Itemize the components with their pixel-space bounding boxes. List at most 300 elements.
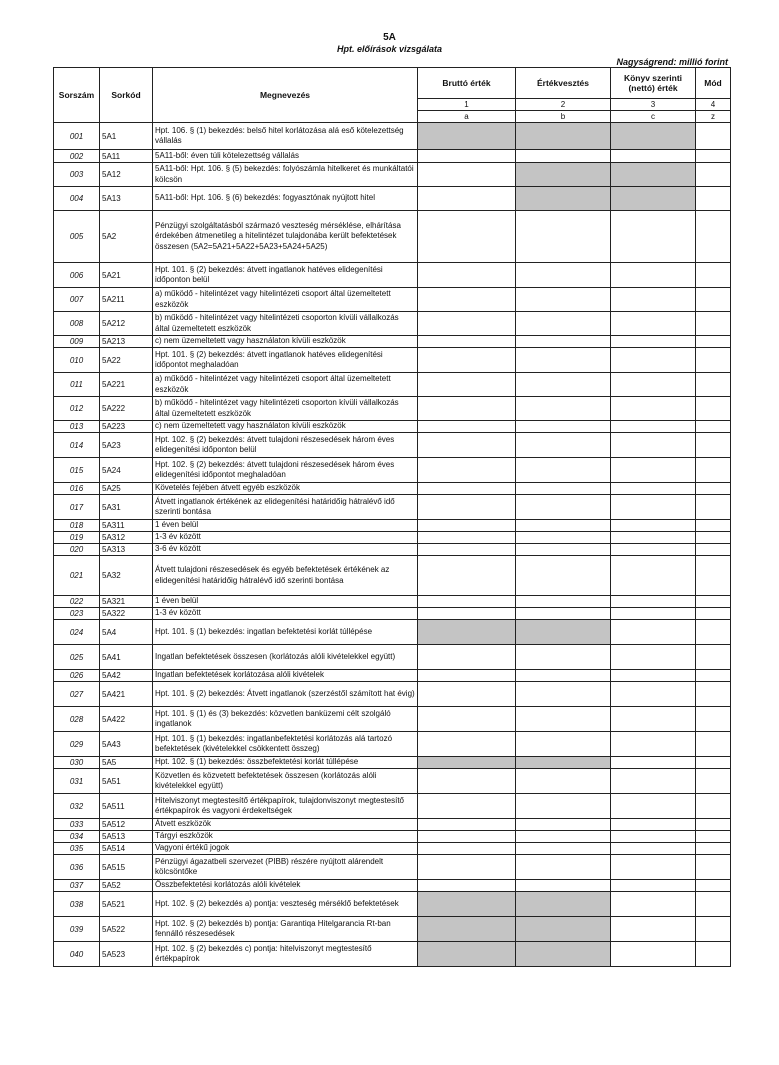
value-cell-ertekvesztes[interactable] (516, 433, 611, 458)
value-cell-brutto[interactable] (418, 794, 516, 819)
value-cell-mod[interactable] (696, 373, 731, 397)
row-sorszam: 035 (54, 843, 100, 855)
table-row (54, 211, 731, 263)
value-cell-brutto[interactable] (418, 483, 516, 495)
table-row (54, 397, 731, 421)
value-cell-konyv[interactable] (611, 757, 696, 769)
row-sorszam: 027 (54, 682, 100, 707)
value-cell-ertekvesztes[interactable] (516, 843, 611, 855)
value-cell-ertekvesztes[interactable] (516, 483, 611, 495)
value-cell-konyv[interactable] (611, 682, 696, 707)
value-cell-konyv (611, 123, 696, 150)
table-row (54, 458, 731, 483)
row-megnevezes: Tárgyi eszközök (153, 831, 418, 843)
table-row (54, 732, 731, 757)
value-cell-konyv[interactable] (611, 670, 696, 682)
table-row (54, 483, 731, 495)
value-cell-konyv[interactable] (611, 831, 696, 843)
row-sorszam: 012 (54, 397, 100, 421)
value-cell-brutto[interactable] (418, 150, 516, 163)
table-row (54, 532, 731, 544)
report-table (53, 67, 731, 967)
row-sorszam: 014 (54, 433, 100, 458)
value-cell-ertekvesztes[interactable] (516, 855, 611, 880)
row-sorszam: 024 (54, 620, 100, 645)
row-sorkod: 5A52 (100, 880, 153, 892)
col-header-sorszam: Sorszám (54, 68, 100, 123)
value-cell-mod[interactable] (696, 163, 731, 187)
value-cell-konyv[interactable] (611, 520, 696, 532)
row-megnevezes: Hpt. 101. § (2) bekezdés: Átvett ingatlanok (szerzéstől számított hat évig) (153, 682, 418, 707)
value-cell-mod[interactable] (696, 288, 731, 312)
value-cell-konyv[interactable] (611, 732, 696, 757)
value-cell-mod[interactable] (696, 336, 731, 348)
value-cell-konyv[interactable] (611, 433, 696, 458)
value-cell-ertekvesztes[interactable] (516, 670, 611, 682)
col-number: 2 (516, 99, 611, 111)
value-cell-mod[interactable] (696, 942, 731, 967)
row-sorkod: 5A5 (100, 757, 153, 769)
row-sorkod: 5A313 (100, 544, 153, 556)
row-megnevezes: Hitelviszonyt megtestesítő értékpapírok, tulajdonviszonyt megtestesítő értékpapírok és vagyoni érdekeltségek (153, 794, 418, 819)
row-megnevezes: a) működő - hitelintézet vagy hitelintézeti csoport által üzemeltetett eszközök (153, 288, 418, 312)
row-sorszam: 032 (54, 794, 100, 819)
row-sorkod: 5A21 (100, 263, 153, 288)
value-cell-konyv (611, 163, 696, 187)
value-cell-konyv[interactable] (611, 596, 696, 608)
row-megnevezes: Pénzügyi ágazatbeli szervezet (PIBB) részére nyújtott alárendelt kölcsöntőke (153, 855, 418, 880)
row-megnevezes: b) működő - hitelintézet vagy hitelintézeti csoporton kívüli vállalkozás által üzemeltetett eszközök (153, 312, 418, 336)
value-cell-konyv[interactable] (611, 608, 696, 620)
row-megnevezes: 5A11-ből: éven túli kötelezettség vállalás (153, 150, 418, 163)
table-body (54, 123, 731, 967)
row-megnevezes: b) működő - hitelintézet vagy hitelintézeti csoporton kívüli vállalkozás által üzemeltetett eszközök (153, 397, 418, 421)
value-cell-mod[interactable] (696, 843, 731, 855)
row-sorkod: 5A31 (100, 495, 153, 520)
value-cell-ertekvesztes[interactable] (516, 819, 611, 831)
value-cell-brutto[interactable] (418, 433, 516, 458)
unit-note: Nagyságrend: millió forint (616, 57, 728, 67)
row-sorkod: 5A13 (100, 187, 153, 211)
value-cell-mod[interactable] (696, 596, 731, 608)
row-sorszam: 008 (54, 312, 100, 336)
value-cell-mod[interactable] (696, 682, 731, 707)
row-megnevezes: Hpt. 102. § (2) bekezdés b) pontja: Garantiqa Hitelgarancia Rt-ban fennálló részesedések (153, 917, 418, 942)
row-sorkod: 5A24 (100, 458, 153, 483)
row-sorkod: 5A322 (100, 608, 153, 620)
table-row (54, 263, 731, 288)
row-megnevezes: Közvetlen és közvetett befektetések összesen (korlátozás alóli kivételekkel együtt) (153, 769, 418, 794)
table-row (54, 682, 731, 707)
value-cell-ertekvesztes[interactable] (516, 373, 611, 397)
table-row (54, 373, 731, 397)
value-cell-ertekvesztes[interactable] (516, 150, 611, 163)
row-sorkod: 5A422 (100, 707, 153, 732)
row-sorkod: 5A311 (100, 520, 153, 532)
table-row (54, 831, 731, 843)
value-cell-konyv[interactable] (611, 769, 696, 794)
value-cell-mod[interactable] (696, 123, 731, 150)
value-cell-brutto[interactable] (418, 707, 516, 732)
row-sorszam: 005 (54, 211, 100, 263)
value-cell-mod[interactable] (696, 312, 731, 336)
value-cell-mod[interactable] (696, 433, 731, 458)
value-cell-mod[interactable] (696, 757, 731, 769)
value-cell-konyv[interactable] (611, 645, 696, 670)
row-sorkod: 5A522 (100, 917, 153, 942)
value-cell-konyv[interactable] (611, 397, 696, 421)
value-cell-konyv[interactable] (611, 312, 696, 336)
value-cell-ertekvesztes[interactable] (516, 495, 611, 520)
row-sorszam: 022 (54, 596, 100, 608)
value-cell-mod[interactable] (696, 187, 731, 211)
value-cell-ertekvesztes[interactable] (516, 596, 611, 608)
row-megnevezes: Pénzügyi szolgáltatásból származó veszteség mérséklése, elhárítása érdekében átmenetileg a hitelintézet tulajdonába került befektetések összesen (5A2=5A21+5A22+5A23+5A24+5A25) (153, 211, 418, 263)
row-megnevezes: a) működő - hitelintézet vagy hitelintézeti csoport által üzemeltetett eszközök (153, 373, 418, 397)
value-cell-brutto[interactable] (418, 769, 516, 794)
row-megnevezes: Hpt. 101. § (1) bekezdés: ingatlan befektetési korlát túllépése (153, 620, 418, 645)
value-cell-brutto[interactable] (418, 211, 516, 263)
value-cell-mod[interactable] (696, 483, 731, 495)
value-cell-konyv[interactable] (611, 263, 696, 288)
value-cell-brutto[interactable] (418, 556, 516, 596)
row-sorkod: 5A12 (100, 163, 153, 187)
value-cell-ertekvesztes[interactable] (516, 520, 611, 532)
value-cell-brutto[interactable] (418, 421, 516, 433)
row-sorkod: 5A212 (100, 312, 153, 336)
value-cell-brutto[interactable] (418, 373, 516, 397)
value-cell-brutto[interactable] (418, 532, 516, 544)
value-cell-brutto[interactable] (418, 520, 516, 532)
row-sorszam: 028 (54, 707, 100, 732)
col-header-ertekvesztes: Értékvesztés (516, 68, 611, 99)
value-cell-konyv[interactable] (611, 373, 696, 397)
row-sorkod: 5A1 (100, 123, 153, 150)
col-letter: a (418, 111, 516, 123)
row-megnevezes: c) nem üzemeltetett vagy használaton kívüli eszközök (153, 336, 418, 348)
row-sorszam: 009 (54, 336, 100, 348)
value-cell-brutto[interactable] (418, 819, 516, 831)
value-cell-brutto[interactable] (418, 348, 516, 373)
value-cell-ertekvesztes[interactable] (516, 263, 611, 288)
table-row (54, 163, 731, 187)
value-cell-ertekvesztes (516, 892, 611, 917)
value-cell-mod[interactable] (696, 556, 731, 596)
value-cell-mod[interactable] (696, 544, 731, 556)
value-cell-brutto[interactable] (418, 544, 516, 556)
value-cell-konyv[interactable] (611, 942, 696, 967)
table-row (54, 670, 731, 682)
row-sorkod: 5A223 (100, 421, 153, 433)
row-megnevezes: 3-6 év között (153, 544, 418, 556)
value-cell-ertekvesztes[interactable] (516, 682, 611, 707)
col-letter: c (611, 111, 696, 123)
value-cell-mod[interactable] (696, 831, 731, 843)
row-sorkod: 5A321 (100, 596, 153, 608)
row-sorszam: 031 (54, 769, 100, 794)
row-sorkod: 5A42 (100, 670, 153, 682)
value-cell-brutto[interactable] (418, 732, 516, 757)
value-cell-ertekvesztes[interactable] (516, 532, 611, 544)
row-sorkod: 5A41 (100, 645, 153, 670)
row-megnevezes: 5A11-ből: Hpt. 106. § (6) bekezdés: fogyasztónak nyújtott hitel (153, 187, 418, 211)
value-cell-konyv (611, 187, 696, 211)
value-cell-konyv[interactable] (611, 892, 696, 917)
row-megnevezes: Hpt. 102. § (2) bekezdés: átvett tulajdoni részesedések három éves elidegenítési időponton belül (153, 433, 418, 458)
row-megnevezes: 5A11-ből: Hpt. 106. § (5) bekezdés: folyószámla hitelkeret és munkáltatói kölcsön (153, 163, 418, 187)
row-megnevezes: Hpt. 101. § (1) és (3) bekezdés: közvetlen banküzemi célt szolgáló ingatlanok (153, 707, 418, 732)
row-sorkod: 5A523 (100, 942, 153, 967)
value-cell-brutto[interactable] (418, 263, 516, 288)
value-cell-ertekvesztes (516, 757, 611, 769)
value-cell-mod[interactable] (696, 645, 731, 670)
value-cell-mod[interactable] (696, 670, 731, 682)
value-cell-mod[interactable] (696, 397, 731, 421)
row-sorszam: 038 (54, 892, 100, 917)
row-sorkod: 5A521 (100, 892, 153, 917)
row-sorszam: 029 (54, 732, 100, 757)
value-cell-brutto[interactable] (418, 458, 516, 483)
value-cell-mod[interactable] (696, 348, 731, 373)
row-megnevezes: Átvett eszközök (153, 819, 418, 831)
value-cell-konyv[interactable] (611, 556, 696, 596)
row-sorszam: 021 (54, 556, 100, 596)
table-row (54, 556, 731, 596)
value-cell-konyv[interactable] (611, 211, 696, 263)
value-cell-ertekvesztes[interactable] (516, 732, 611, 757)
value-cell-brutto[interactable] (418, 608, 516, 620)
row-megnevezes: Követelés fejében átvett egyéb eszközök (153, 483, 418, 495)
table-row (54, 620, 731, 645)
value-cell-ertekvesztes[interactable] (516, 831, 611, 843)
table-row (54, 917, 731, 942)
row-megnevezes: Átvett tulajdoni részesedések és egyéb befektetések értékének az elidegenítési határidőig hátralévő idő szerinti bontása (153, 556, 418, 596)
col-header-konyv: Könyv szerinti (nettó) érték (611, 68, 696, 99)
row-sorszam: 003 (54, 163, 100, 187)
value-cell-mod[interactable] (696, 732, 731, 757)
col-letter: z (696, 111, 731, 123)
row-sorszam: 039 (54, 917, 100, 942)
table-row (54, 187, 731, 211)
row-sorkod: 5A513 (100, 831, 153, 843)
row-megnevezes: Hpt. 102. § (1) bekezdés: összbefektetési korlát túllépése (153, 757, 418, 769)
value-cell-ertekvesztes[interactable] (516, 556, 611, 596)
value-cell-konyv[interactable] (611, 544, 696, 556)
value-cell-konyv[interactable] (611, 421, 696, 433)
row-sorszam: 037 (54, 880, 100, 892)
value-cell-brutto (418, 620, 516, 645)
value-cell-konyv[interactable] (611, 855, 696, 880)
value-cell-ertekvesztes[interactable] (516, 880, 611, 892)
table-row (54, 942, 731, 967)
row-sorszam: 006 (54, 263, 100, 288)
value-cell-mod[interactable] (696, 794, 731, 819)
value-cell-mod[interactable] (696, 917, 731, 942)
value-cell-mod[interactable] (696, 819, 731, 831)
value-cell-ertekvesztes[interactable] (516, 544, 611, 556)
value-cell-konyv[interactable] (611, 348, 696, 373)
value-cell-brutto[interactable] (418, 336, 516, 348)
value-cell-mod[interactable] (696, 892, 731, 917)
row-sorkod: 5A25 (100, 483, 153, 495)
value-cell-konyv[interactable] (611, 707, 696, 732)
value-cell-mod[interactable] (696, 150, 731, 163)
value-cell-mod[interactable] (696, 608, 731, 620)
value-cell-ertekvesztes[interactable] (516, 794, 611, 819)
value-cell-konyv[interactable] (611, 288, 696, 312)
value-cell-mod[interactable] (696, 520, 731, 532)
value-cell-konyv[interactable] (611, 495, 696, 520)
value-cell-konyv[interactable] (611, 794, 696, 819)
value-cell-ertekvesztes[interactable] (516, 421, 611, 433)
row-megnevezes: Ingatlan befektetések összesen (korlátozás alóli kivételekkel együtt) (153, 645, 418, 670)
table-row (54, 433, 731, 458)
value-cell-mod[interactable] (696, 855, 731, 880)
value-cell-ertekvesztes (516, 123, 611, 150)
value-cell-mod[interactable] (696, 620, 731, 645)
table-row (54, 495, 731, 520)
row-megnevezes: Hpt. 101. § (1) bekezdés: ingatlanbefektetési korlátozás alá tartozó befektetések (kivételekkel csökkentett összeg) (153, 732, 418, 757)
value-cell-ertekvesztes (516, 917, 611, 942)
form-code: 5A (383, 32, 396, 43)
value-cell-brutto[interactable] (418, 495, 516, 520)
col-number: 1 (418, 99, 516, 111)
value-cell-mod[interactable] (696, 421, 731, 433)
row-sorszam: 036 (54, 855, 100, 880)
value-cell-ertekvesztes[interactable] (516, 769, 611, 794)
value-cell-konyv[interactable] (611, 620, 696, 645)
row-sorkod: 5A211 (100, 288, 153, 312)
value-cell-mod[interactable] (696, 211, 731, 263)
row-sorkod: 5A11 (100, 150, 153, 163)
row-sorszam: 011 (54, 373, 100, 397)
value-cell-brutto[interactable] (418, 843, 516, 855)
col-letter: b (516, 111, 611, 123)
value-cell-ertekvesztes[interactable] (516, 312, 611, 336)
row-megnevezes: Átvett ingatlanok értékének az elidegenítési határidőig hátralévő idő szerinti bontása (153, 495, 418, 520)
row-sorkod: 5A421 (100, 682, 153, 707)
value-cell-ertekvesztes[interactable] (516, 348, 611, 373)
table-row (54, 707, 731, 732)
row-megnevezes: Hpt. 101. § (2) bekezdés: átvett ingatlanok hatéves elidegenítési időponton belül (153, 263, 418, 288)
value-cell-ertekvesztes[interactable] (516, 458, 611, 483)
value-cell-mod[interactable] (696, 707, 731, 732)
row-sorszam: 018 (54, 520, 100, 532)
value-cell-brutto (418, 892, 516, 917)
value-cell-ertekvesztes[interactable] (516, 211, 611, 263)
value-cell-ertekvesztes (516, 187, 611, 211)
row-sorkod: 5A512 (100, 819, 153, 831)
value-cell-ertekvesztes[interactable] (516, 707, 611, 732)
value-cell-brutto (418, 917, 516, 942)
row-sorszam: 017 (54, 495, 100, 520)
value-cell-brutto[interactable] (418, 831, 516, 843)
row-sorkod: 5A312 (100, 532, 153, 544)
value-cell-brutto[interactable] (418, 288, 516, 312)
col-header-megnevezes: Megnevezés (153, 68, 418, 123)
col-number: 4 (696, 99, 731, 111)
value-cell-ertekvesztes (516, 620, 611, 645)
value-cell-konyv[interactable] (611, 843, 696, 855)
row-sorszam: 004 (54, 187, 100, 211)
value-cell-konyv[interactable] (611, 917, 696, 942)
value-cell-mod[interactable] (696, 495, 731, 520)
table-row (54, 348, 731, 373)
value-cell-mod[interactable] (696, 769, 731, 794)
row-sorkod: 5A43 (100, 732, 153, 757)
value-cell-mod[interactable] (696, 263, 731, 288)
value-cell-mod[interactable] (696, 458, 731, 483)
row-sorkod: 5A2 (100, 211, 153, 263)
value-cell-brutto[interactable] (418, 312, 516, 336)
value-cell-brutto[interactable] (418, 670, 516, 682)
row-sorkod: 5A222 (100, 397, 153, 421)
value-cell-ertekvesztes[interactable] (516, 288, 611, 312)
value-cell-konyv[interactable] (611, 483, 696, 495)
value-cell-konyv[interactable] (611, 880, 696, 892)
row-sorszam: 015 (54, 458, 100, 483)
value-cell-brutto[interactable] (418, 163, 516, 187)
value-cell-konyv[interactable] (611, 336, 696, 348)
row-sorkod: 5A515 (100, 855, 153, 880)
value-cell-mod[interactable] (696, 880, 731, 892)
value-cell-brutto[interactable] (418, 855, 516, 880)
table-row (54, 336, 731, 348)
row-megnevezes: 1 éven belül (153, 520, 418, 532)
value-cell-ertekvesztes[interactable] (516, 336, 611, 348)
value-cell-ertekvesztes[interactable] (516, 645, 611, 670)
value-cell-brutto[interactable] (418, 187, 516, 211)
value-cell-konyv[interactable] (611, 458, 696, 483)
value-cell-konyv[interactable] (611, 532, 696, 544)
col-number: 3 (611, 99, 696, 111)
value-cell-brutto[interactable] (418, 645, 516, 670)
value-cell-ertekvesztes (516, 163, 611, 187)
row-sorkod: 5A32 (100, 556, 153, 596)
value-cell-brutto[interactable] (418, 397, 516, 421)
table-row (54, 312, 731, 336)
row-sorkod: 5A213 (100, 336, 153, 348)
row-megnevezes: Hpt. 102. § (2) bekezdés: átvett tulajdoni részesedések három éves elidegenítési időpontot meghaladóan (153, 458, 418, 483)
table-row (54, 123, 731, 150)
col-header-mod: Mód (696, 68, 731, 99)
table-row (54, 769, 731, 794)
form-title: Hpt. előírások vizsgálata (336, 44, 443, 54)
row-sorszam: 026 (54, 670, 100, 682)
row-megnevezes: 1-3 év között (153, 608, 418, 620)
row-sorkod: 5A221 (100, 373, 153, 397)
value-cell-konyv[interactable] (611, 150, 696, 163)
row-megnevezes: Hpt. 102. § (2) bekezdés a) pontja: veszteség mérséklő befektetések (153, 892, 418, 917)
row-sorszam: 040 (54, 942, 100, 967)
table-row (54, 892, 731, 917)
value-cell-ertekvesztes[interactable] (516, 397, 611, 421)
row-sorkod: 5A511 (100, 794, 153, 819)
value-cell-mod[interactable] (696, 532, 731, 544)
row-sorszam: 001 (54, 123, 100, 150)
row-megnevezes: c) nem üzemeltetett vagy használaton kívüli eszközök (153, 421, 418, 433)
col-header-sorkod: Sorkód (100, 68, 153, 123)
value-cell-brutto[interactable] (418, 880, 516, 892)
row-megnevezes: Ingatlan befektetések korlátozása alóli kivételek (153, 670, 418, 682)
row-sorszam: 034 (54, 831, 100, 843)
value-cell-konyv[interactable] (611, 819, 696, 831)
table-row (54, 288, 731, 312)
value-cell-brutto[interactable] (418, 596, 516, 608)
row-megnevezes: Hpt. 102. § (2) bekezdés c) pontja: hitelviszonyt megtestesítő értékpapírok (153, 942, 418, 967)
value-cell-brutto[interactable] (418, 682, 516, 707)
value-cell-ertekvesztes[interactable] (516, 608, 611, 620)
